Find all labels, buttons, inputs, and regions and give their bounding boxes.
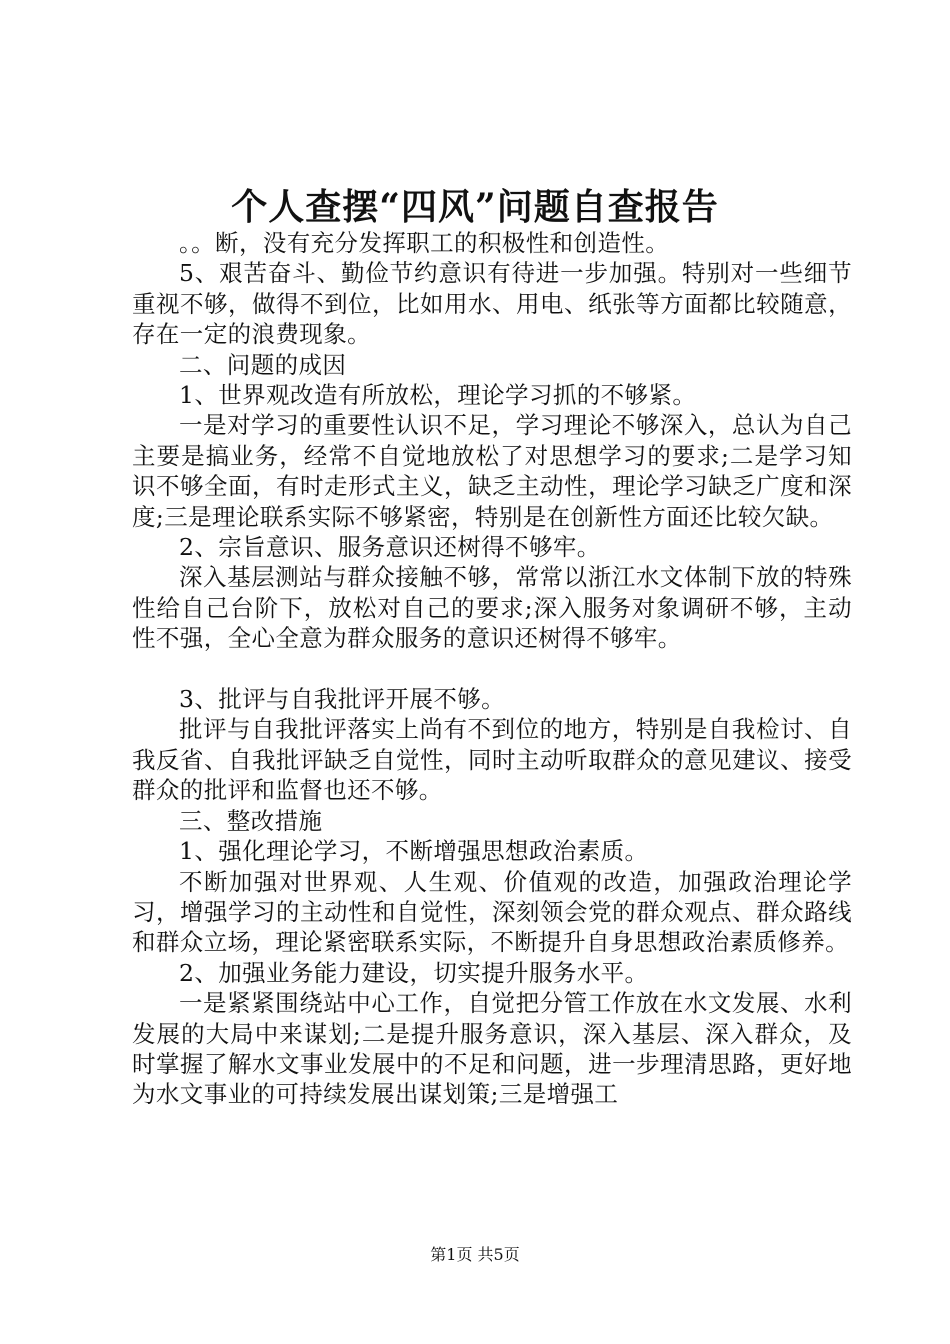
subheading-measure-2: 2、加强业务能力建设，切实提升服务水平。 [179,958,649,987]
paragraph-measure-2-detail: 一是紧紧围绕站中心工作，自觉把分管工作放在水文发展、水利发展的大局中来谋划;二是提升服务意识，深入基层、深入群众，及时掌握了解水文事业发展中的不足和问题，进一步理清思路，更好地为水文事业的可持续发展出谋划策;三是增强工 [132,989,852,1109]
document-title: 个人查摆“四风”问题自查报告 [231,186,719,228]
subheading-cause-2: 2、宗旨意识、服务意识还树得不够牢。 [179,533,601,562]
paragraph-cause-3-detail: 批评与自我批评落实上尚有不到位的地方，特别是自我检讨、自我反省、自我批评缺乏自觉性，同时主动听取群众的意见建议、接受群众的批评和监督也还不够。 [132,715,852,805]
paragraph-cause-1-detail: 一是对学习的重要性认识不足，学习理论不够深入，总认为自己主要是搞业务，经常不自觉地放松了对思想学习的要求;二是学习知识不够全面，有时走形式主义，缺乏主动性，理论学习缺乏广度和深度;三是理论联系实际不够紧密，特别是在创新性方面还比较欠缺。 [132,411,852,531]
subheading-cause-3: 3、批评与自我批评开展不够。 [179,685,506,714]
paragraph-item-5: 5、艰苦奋斗、勤俭节约意识有待进一步加强。特别对一些细节重视不够，做得不到位，比如用水、用电、纸张等方面都比较随意，存在一定的浪费现象。 [132,259,852,349]
document-body [132,228,852,1110]
subheading-cause-1: 1、世界观改造有所放松，理论学习抓的不够紧。 [179,381,697,410]
section-heading-causes: 二、问题的成因 [179,350,347,379]
page-number-footer: 第1页 共5页 [430,1245,520,1264]
paragraph-continuation: 。。断，没有充分发挥职工的积极性和创造性。 [179,229,670,257]
section-heading-measures: 三、整改措施 [179,806,323,835]
paragraph-measure-1-detail: 不断加强对世界观、人生观、价值观的改造，加强政治理论学习，增强学习的主动性和自觉性，深刻领会党的群众观点、群众路线和群众立场，理论紧密联系实际，不断提升自身思想政治素质修养。 [132,867,852,957]
subheading-measure-1: 1、强化理论学习，不断增强思想政治素质。 [179,837,649,866]
paragraph-cause-2-detail: 深入基层测站与群众接触不够，常常以浙江水文体制下放的特殊性给自己台阶下，放松对自己的要求;深入服务对象调研不够，主动性不强，全心全意为群众服务的意识还树得不够牢。 [132,563,852,653]
